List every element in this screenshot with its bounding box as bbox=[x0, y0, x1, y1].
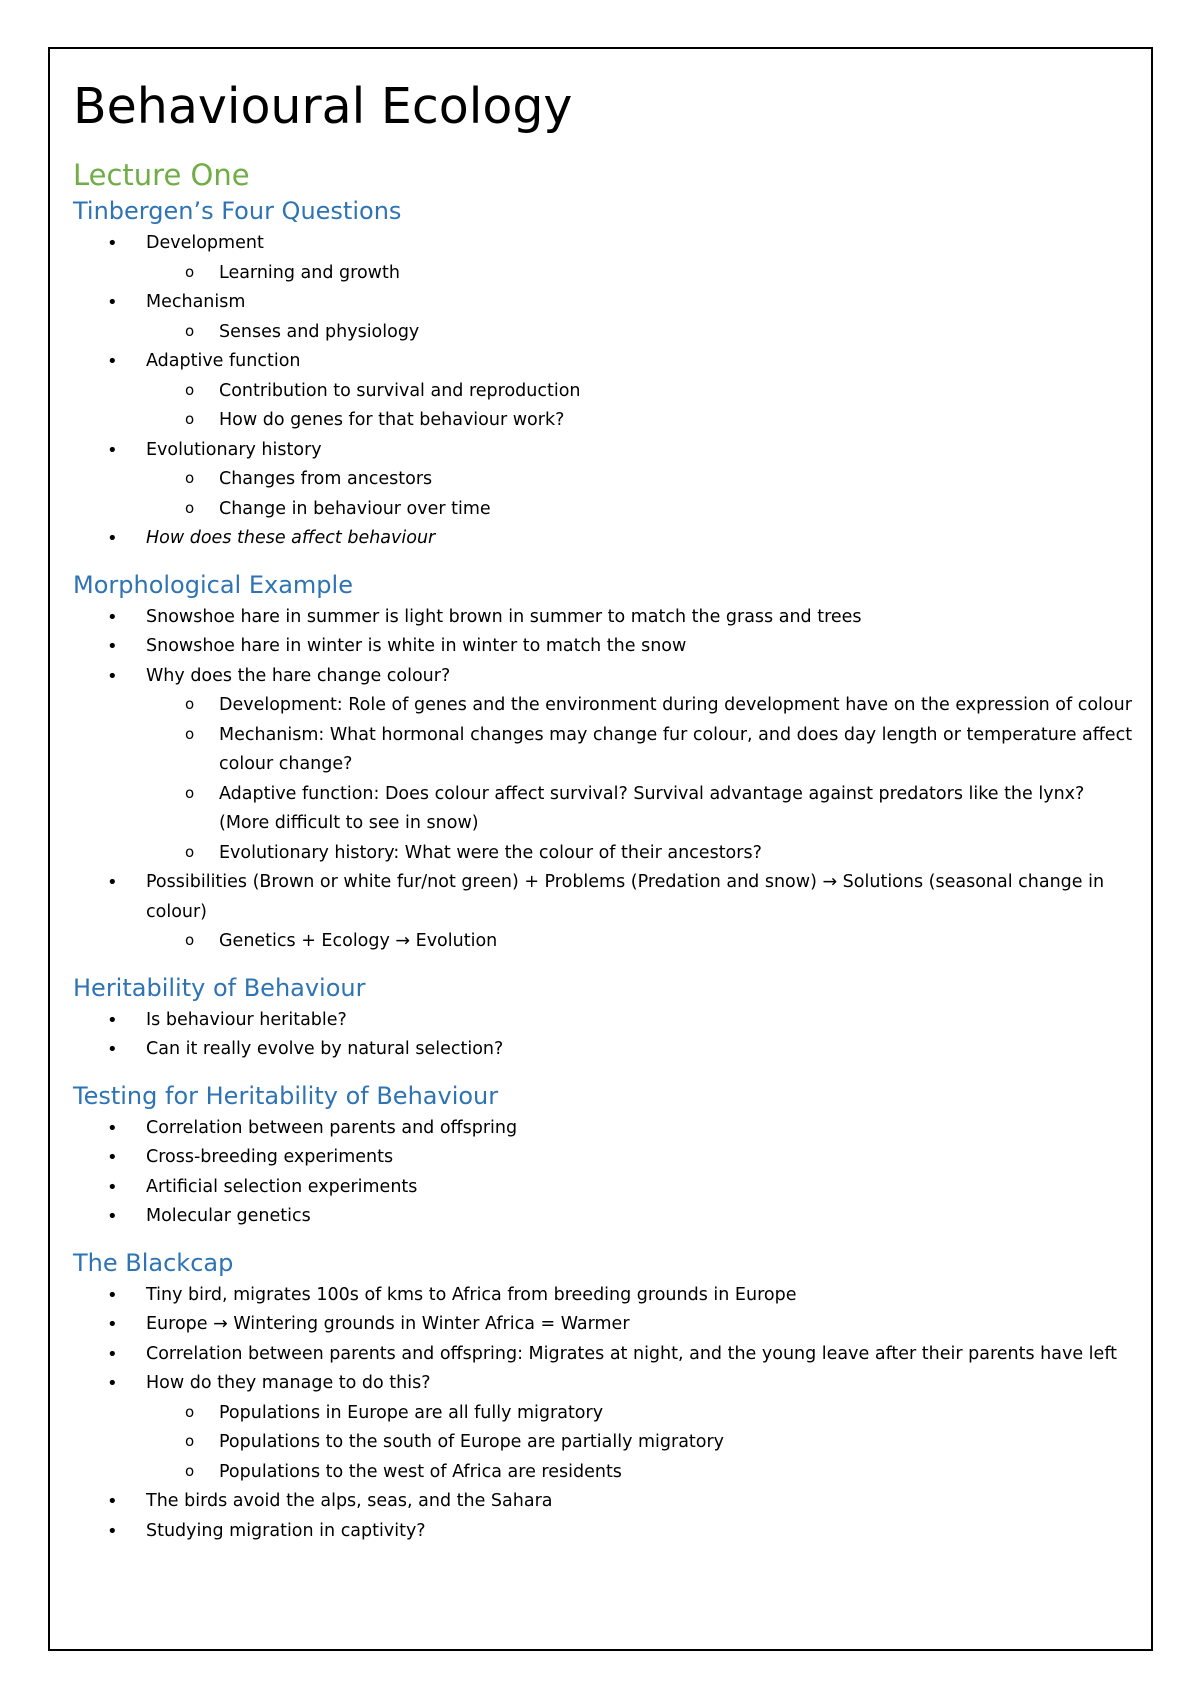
list-item-text: Tiny bird, migrates 100s of kms to Africa from breeding grounds in Europe bbox=[146, 1284, 797, 1305]
list-item-text: Artificial selection experiments bbox=[146, 1176, 418, 1197]
list-item bbox=[73, 1143, 1133, 1173]
circle-bullet-icon: o bbox=[185, 1402, 195, 1421]
list-item-text: How do they manage to do this? bbox=[146, 1373, 431, 1393]
bullet-icon: • bbox=[107, 1009, 118, 1031]
bullet-list bbox=[73, 1006, 1133, 1065]
list-item-text: Correlation between parents and offspring: Migrates at night, and the young leave after their parents have left bbox=[146, 1343, 1118, 1364]
list-item-text: Why does the hare change colour? bbox=[146, 665, 451, 686]
bullet-icon: • bbox=[107, 636, 118, 657]
bullet-icon: • bbox=[107, 292, 118, 313]
circle-bullet-icon: o bbox=[185, 931, 195, 949]
list-item bbox=[73, 662, 1133, 692]
list-item bbox=[73, 868, 1133, 927]
list-item-text: Evolutionary history bbox=[146, 439, 322, 460]
bullet-list bbox=[73, 603, 1133, 957]
sub-list-item bbox=[73, 259, 1133, 289]
circle-bullet-icon: o bbox=[185, 498, 195, 517]
bullet-icon: • bbox=[107, 1117, 118, 1139]
list-item-text: Molecular genetics bbox=[146, 1206, 311, 1226]
list-item-text: Development bbox=[146, 233, 264, 253]
list-item-text: Correlation between parents and offspring bbox=[146, 1117, 518, 1138]
list-item bbox=[73, 1369, 1133, 1399]
list-item bbox=[73, 1173, 1133, 1203]
bullet-icon: • bbox=[107, 1314, 118, 1335]
list-item-text: How does these affect behaviour bbox=[146, 528, 436, 548]
circle-bullet-icon: o bbox=[185, 783, 195, 802]
list-item bbox=[73, 1340, 1133, 1370]
list-item-text: Contribution to survival and reproduction bbox=[219, 380, 581, 401]
list-item bbox=[73, 1517, 1133, 1547]
list-item bbox=[73, 524, 1133, 554]
sub-list-item bbox=[73, 691, 1133, 721]
list-item-text: Studying migration in captivity? bbox=[146, 1520, 426, 1541]
bullet-icon: • bbox=[107, 1147, 118, 1168]
section-heading: The Blackcap bbox=[73, 1248, 234, 1277]
sub-list-item bbox=[73, 1399, 1133, 1429]
section-heading: Tinbergen’s Four Questions bbox=[73, 197, 402, 225]
sub-list-item bbox=[73, 318, 1133, 348]
list-item-text: Europe → Wintering grounds in Winter Africa = Warmer bbox=[146, 1314, 630, 1334]
sub-list-item bbox=[73, 406, 1133, 436]
sub-list-item bbox=[73, 465, 1133, 495]
list-item-text: Change in behaviour over time bbox=[219, 498, 491, 519]
list-item bbox=[73, 1281, 1133, 1311]
list-item-text: Mechanism: What hormonal changes may change fur colour, and does day length or temperature affect colour change? bbox=[219, 724, 1133, 774]
list-item-text: The birds avoid the alps, seas, and the Sahara bbox=[146, 1491, 553, 1511]
circle-bullet-icon: o bbox=[185, 469, 195, 487]
list-item-text: Snowshoe hare in winter is white in winter to match the snow bbox=[146, 636, 687, 656]
sub-list-item bbox=[73, 839, 1133, 869]
list-item-text: Cross-breeding experiments bbox=[146, 1147, 394, 1167]
list-item-text: Senses and physiology bbox=[219, 321, 420, 342]
list-item-text: How do genes for that behaviour work? bbox=[219, 410, 565, 430]
bullet-icon: • bbox=[107, 233, 118, 254]
circle-bullet-icon: o bbox=[185, 321, 195, 340]
bullet-icon: • bbox=[107, 1343, 118, 1365]
bullet-icon: • bbox=[107, 1284, 118, 1306]
circle-bullet-icon: o bbox=[185, 695, 195, 713]
sub-list-item bbox=[73, 927, 1133, 957]
list-item-text: Snowshoe hare in summer is light brown in summer to match the grass and trees bbox=[146, 606, 862, 627]
section-heading: Heritability of Behaviour bbox=[73, 973, 366, 1002]
bullet-icon: • bbox=[107, 351, 118, 372]
bullet-list bbox=[73, 1281, 1133, 1547]
circle-bullet-icon: o bbox=[185, 1432, 195, 1450]
circle-bullet-icon: o bbox=[185, 262, 195, 281]
bullet-list bbox=[73, 229, 1133, 554]
bullet-icon: • bbox=[107, 528, 118, 549]
list-item bbox=[73, 1006, 1133, 1036]
sections-container bbox=[73, 196, 1133, 1546]
list-item-text: Genetics + Ecology → Evolution bbox=[219, 931, 498, 951]
list-item-text: Adaptive function: Does colour affect survival? Survival advantage against predators like the lynx? (More difficult to see in snow) bbox=[219, 783, 1085, 833]
list-item bbox=[73, 229, 1133, 259]
list-item bbox=[73, 1035, 1133, 1065]
document-title: Behavioural Ecology bbox=[73, 78, 573, 135]
bullet-icon: • bbox=[107, 1039, 118, 1060]
list-item-text: Learning and growth bbox=[219, 262, 400, 283]
bullet-icon: • bbox=[107, 665, 118, 687]
sub-list-item bbox=[73, 1458, 1133, 1488]
list-item-text: Populations to the south of Europe are partially migratory bbox=[219, 1432, 725, 1452]
bullet-icon: • bbox=[107, 1491, 118, 1512]
bullet-icon: • bbox=[107, 872, 118, 893]
sub-list-item bbox=[73, 780, 1133, 839]
bullet-list bbox=[73, 1114, 1133, 1232]
list-item-text: Development: Role of genes and the environment during development have on the expression of colour bbox=[219, 695, 1132, 715]
sub-list-item bbox=[73, 377, 1133, 407]
list-item-text: Possibilities (Brown or white fur/not green) + Problems (Predation and snow) → Solutions (seasonal change in colour) bbox=[146, 872, 1105, 922]
list-item bbox=[73, 347, 1133, 377]
document-body bbox=[73, 72, 1133, 1546]
circle-bullet-icon: o bbox=[185, 724, 195, 743]
sub-list-item bbox=[73, 721, 1133, 780]
list-item-text: Populations to the west of Africa are residents bbox=[219, 1461, 622, 1482]
list-item bbox=[73, 1114, 1133, 1144]
circle-bullet-icon: o bbox=[185, 842, 195, 861]
list-item bbox=[73, 603, 1133, 633]
list-item bbox=[73, 1310, 1133, 1340]
bullet-icon: • bbox=[107, 1373, 118, 1394]
sub-list-item bbox=[73, 1428, 1133, 1458]
lecture-heading: Lecture One bbox=[73, 158, 250, 192]
bullet-icon: • bbox=[107, 1520, 118, 1542]
circle-bullet-icon: o bbox=[185, 380, 195, 399]
list-item bbox=[73, 288, 1133, 318]
section-heading: Testing for Heritability of Behaviour bbox=[73, 1081, 499, 1110]
section-heading: Morphological Example bbox=[73, 570, 353, 599]
circle-bullet-icon: o bbox=[185, 410, 195, 428]
list-item-text: Changes from ancestors bbox=[219, 469, 433, 489]
list-item bbox=[73, 632, 1133, 662]
bullet-icon: • bbox=[107, 439, 118, 461]
list-item-text: Adaptive function bbox=[146, 351, 301, 371]
list-item-text: Evolutionary history: What were the colour of their ancestors? bbox=[219, 842, 762, 863]
circle-bullet-icon: o bbox=[185, 1461, 195, 1480]
list-item bbox=[73, 1487, 1133, 1517]
bullet-icon: • bbox=[107, 1206, 118, 1227]
bullet-icon: • bbox=[107, 1176, 118, 1198]
list-item bbox=[73, 1202, 1133, 1232]
list-item-text: Is behaviour heritable? bbox=[146, 1009, 347, 1030]
list-item bbox=[73, 436, 1133, 466]
list-item-text: Populations in Europe are all fully migratory bbox=[219, 1402, 604, 1423]
bullet-icon: • bbox=[107, 606, 118, 628]
list-item-text: Can it really evolve by natural selection? bbox=[146, 1039, 504, 1059]
sub-list-item bbox=[73, 495, 1133, 525]
list-item-text: Mechanism bbox=[146, 292, 246, 312]
